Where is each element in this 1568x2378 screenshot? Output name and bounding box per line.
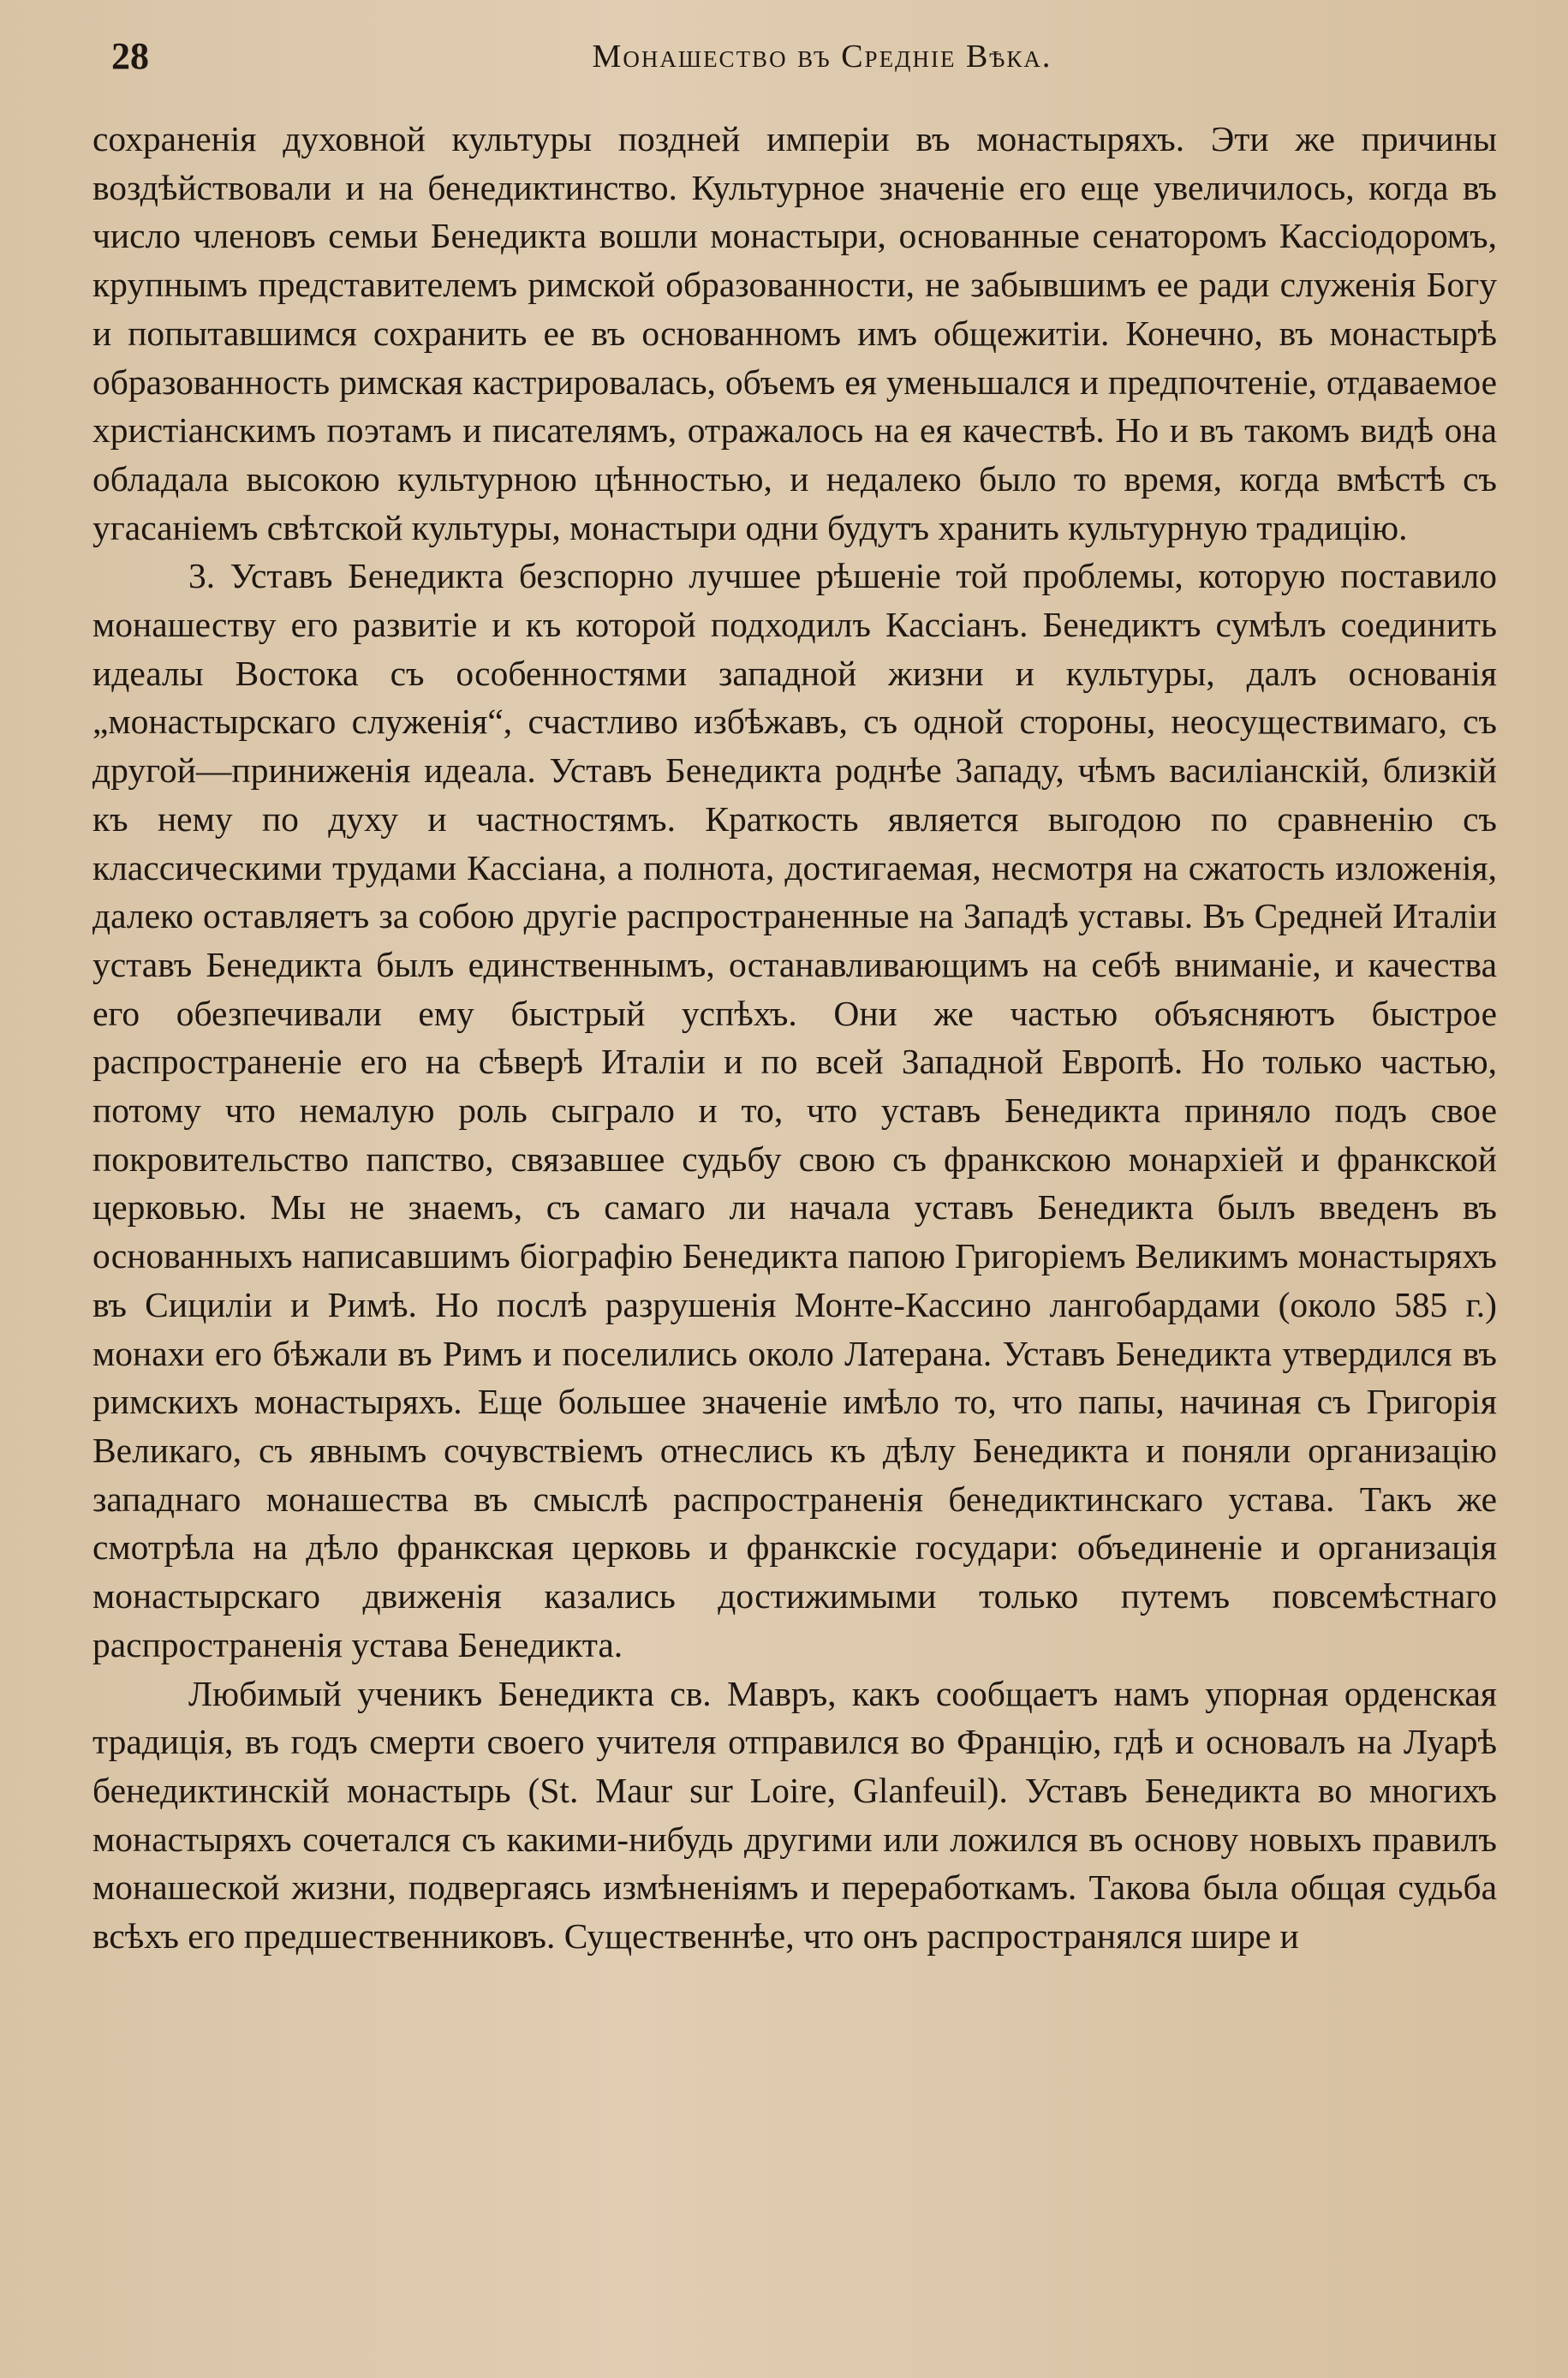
page-body xyxy=(92,115,1497,1961)
page-header xyxy=(111,34,1499,86)
running-title: Монашество въ Средніе Вѣка. xyxy=(592,39,1052,75)
paragraph-3: Любимый ученикъ Бенедикта св. Мавръ, какъ сообщаетъ намъ упорная орденская традиція, въ годъ смерти своего учителя отправился во Францію, гдѣ и основалъ на Луарѣ бенедиктинскій монастырь (St. Maur sur Loire, Glanfeuil). Уставъ Бенедикта во многихъ монастыряхъ сочетался съ какими-нибудь другими или ложился въ основу новыхъ правилъ монашеской жизни, подвергаясь измѣненіямъ и переработкамъ. Такова была общая судьба всѣхъ его предшественниковъ. Существеннѣе, что онъ распространялся шире и xyxy=(92,1673,1497,1957)
paragraph-2: 3. Уставъ Бенедикта безспорно лучшее рѣшеніе той проблемы, которую поставило монашеству его развитіе и къ которой подходилъ Кассіанъ. Бенедиктъ сумѣлъ соединить идеалы Востока съ особенностями западной жизни и культуры, далъ основанія „монастырскаго служенія“, счастливо избѣжавъ, съ одной стороны, неосуществимаго, съ другой—приниженія идеала. Уставъ Бенедикта роднѣе Западу, чѣмъ василіанскій, близкій къ нему по духу и частностямъ. Краткость является выгодою по сравненію съ классическими трудами Кассіана, а полнота, достигаемая, несмотря на сжатость изложенія, далеко оставляетъ за собою другіе распространенные на Западѣ уставы. Въ Средней Италіи уставъ Бенедикта былъ единственнымъ, останавливающимъ на себѣ вниманіе, и качества его обезпечивали ему быстрый успѣхъ. Они же частью объясняютъ быстрое распространеніе его на сѣверѣ Италіи и по всей Западной Европѣ. Но только частью, потому что немалую роль сыграло и то, что уставъ Бенедикта приняло подъ свое покровительство папство, связавшее судьбу свою съ франкскою монархіей и франкской церковью. Мы не знаемъ, съ самаго ли начала уставъ Бенедикта былъ введенъ въ основанныхъ написавшимъ біографію Бенедикта папою Григоріемъ Великимъ монастыряхъ въ Сициліи и Римѣ. Но послѣ разрушенія Монте-Кассино лангобардами (около 585 г.) монахи его бѣжали въ Римъ и поселились около Латерана. Уставъ Бенедикта утвердился въ римскихъ монастыряхъ. Еще большее значеніе имѣло то, что папы, начиная съ Григорія Великаго, съ явнымъ сочувствіемъ отнеслись къ дѣлу Бенедикта и поняли организацію западнаго монашества въ смыслѣ распространенія бенедиктинскаго устава. Такъ же смотрѣла на дѣло франкская церковь и франкскіе государи: объединеніе и организація монастырскаго движенія казались достижимыми только путемъ повсемѣстнаго распространенія устава Бенедикта. xyxy=(92,556,1497,1664)
paragraph-1: сохраненія духовной культуры поздней имперіи въ монастыряхъ. Эти же причины воздѣйствовали и на бенедиктинство. Культурное значеніе его еще увеличилось, когда въ число членовъ семьи Бенедикта вошли монастыри, основанные сенаторомъ Кассіодоромъ, крупнымъ представителемъ римской образованности, не забывшимъ ее ради служенія Богу и попытавшимся сохранить ее въ основанномъ имъ общежитіи. Конечно, въ монастырѣ образованность римская кастрировалась, объемъ ея уменьшался и предпочтеніе, отдаваемое христіанскимъ поэтамъ и писателямъ, отражалось на ея качествѣ. Но и въ такомъ видѣ она обладала высокою культурною цѣнностью, и недалеко было то время, когда вмѣстѣ съ угасаніемъ свѣтской культуры, монастыри одни будутъ хранить культурную традицію. xyxy=(92,119,1497,547)
page-number: 28 xyxy=(111,35,149,77)
